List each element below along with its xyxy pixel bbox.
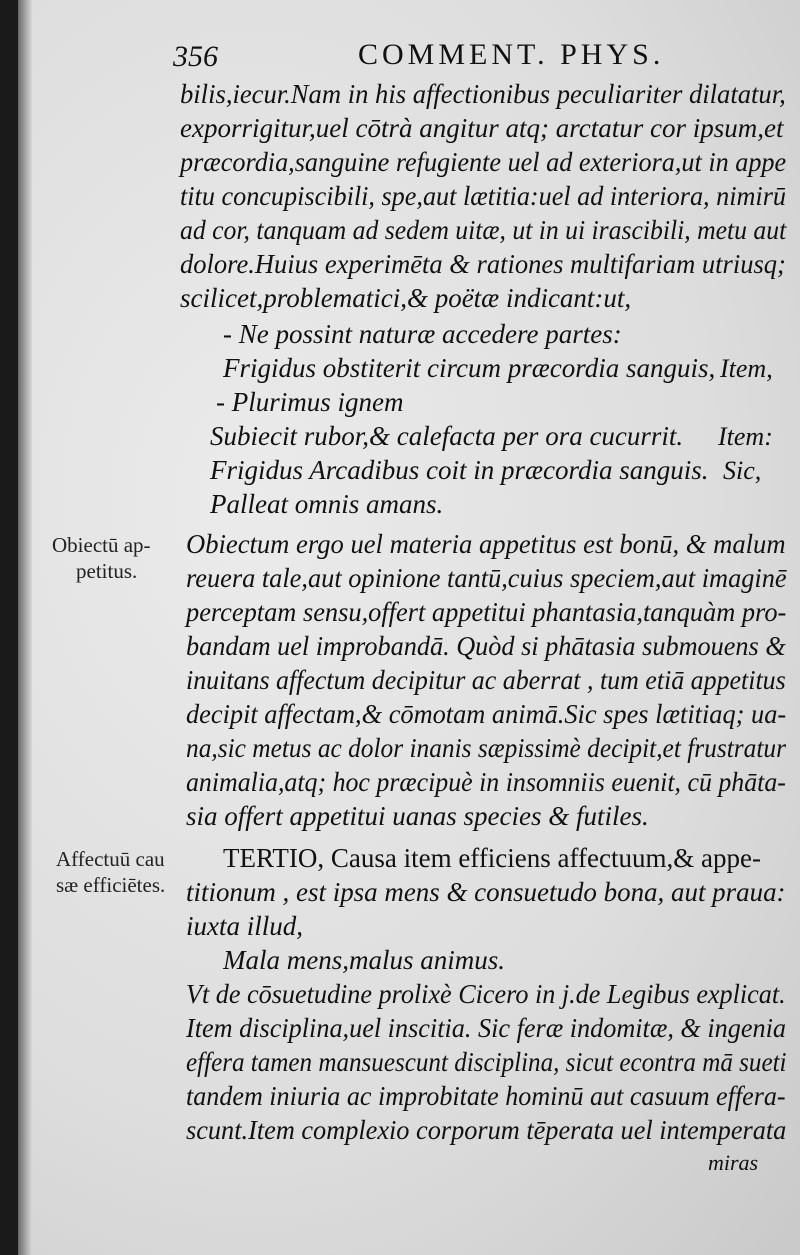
margin-note [56, 846, 165, 898]
text-line: Vt de cōsuetudine prolixè Cicero in j.de Legibus explicat. [186, 979, 786, 1009]
page-number: 356 [173, 40, 218, 73]
text-line: titionum , est ipsa mens & consuetudo bona, aut praua: [186, 877, 786, 907]
text-line: reuera tale,aut opinione tantū,cuius speciem,aut imaginē [186, 563, 787, 593]
text-line: animalia,atq; hoc præcipuè in insomniis euenit, cū phāta- [186, 767, 786, 797]
text-line: dolore.Huius experimēta & rationes multifariam utriusq; [180, 249, 786, 279]
catchword: miras [708, 1150, 759, 1175]
text-line: scunt.Item complexio corporum tēperata uel intemperata [186, 1115, 787, 1145]
text-line: bilis,iecur.Nam in his affectionibus peculiariter dilatatur, [180, 79, 786, 109]
text-line: exporrigitur,uel cōtrà angitur atq; arctatur cor ipsum,et [180, 113, 784, 143]
verse-line: Palleat omnis amans. [210, 489, 444, 519]
text-line: na,sic metus ac dolor inanis sæpissimè decipit,et frustratur [186, 733, 786, 763]
margin-note-line: Obiectū ap- [52, 533, 151, 557]
text-line: sia offert appetitui uanas species & futiles. [186, 801, 649, 831]
verse-line: Subiecit rubor,& calefacta per ora cucurrit. [210, 421, 684, 451]
margin-note-line: petitus. [76, 559, 138, 583]
gutter-shadow [18, 0, 32, 1255]
text-line: bandam uel improbandā. Quòd si phātasia submouens & [186, 631, 786, 661]
margin-note-line: sæ efficiētes. [56, 873, 166, 897]
text-line: Item disciplina,uel inscitia. Sic feræ indomitæ, & ingenia [186, 1013, 787, 1043]
verse-tag: Item, [720, 354, 773, 383]
text-line: iuxta illud, [186, 911, 303, 941]
text-line: Mala mens,malus animus. [223, 945, 505, 975]
text-line: titu concupiscibili, spe,aut lætitia:uel ad interiora, nimirū [180, 181, 786, 211]
running-title: COMMENT. PHYS. [358, 38, 665, 71]
text-line: scilicet,problematici,& poëtæ indicant:ut, [180, 283, 632, 313]
verse-tag: Item: [718, 422, 773, 451]
verse-line: - Ne possint naturæ accedere partes: [223, 319, 622, 349]
text-line: Obiectum ergo uel materia appetitus est bonū, & malum [186, 529, 786, 559]
text-line: tandem iniuria ac improbitate hominū aut casuum effera- [186, 1081, 786, 1111]
verse-line: Frigidus obstiterit circum præcordia sanguis, [223, 353, 716, 383]
verse-line: Frigidus Arcadibus coit in præcordia sanguis. [210, 455, 709, 485]
text-line: perceptam sensu,offert appetitui phantasia,tanquàm pro- [186, 597, 787, 627]
text-line: præcordia,sanguine refugiente uel ad exteriora,ut in appe [180, 147, 787, 177]
text-line: inuitans affectum decipitur ac aberrat , tum etiā appetitus [186, 665, 786, 695]
verse-text: Ne possint naturæ accedere partes: [238, 319, 622, 349]
text-line: effera tamen mansuescunt disciplina, sicut econtra mā sueti [186, 1047, 787, 1077]
margin-note-line: Affectuū cau [56, 847, 165, 871]
verse-line: - Plurimus ignem [216, 387, 404, 417]
text-line: decipit affectam,& cōmotam animā.Sic spes lætitiaq; ua- [186, 699, 787, 729]
verse-tag: Sic, [723, 456, 762, 485]
verse-text: Plurimus ignem [231, 387, 404, 417]
book-page [18, 0, 800, 1255]
text-line: ad cor, tanquam ad sedem uitæ, ut in ui irascibili, metu aut [180, 215, 787, 245]
text-line: TERTIO, Causa item efficiens affectuum,& appe- [223, 843, 761, 873]
margin-note [52, 532, 151, 584]
